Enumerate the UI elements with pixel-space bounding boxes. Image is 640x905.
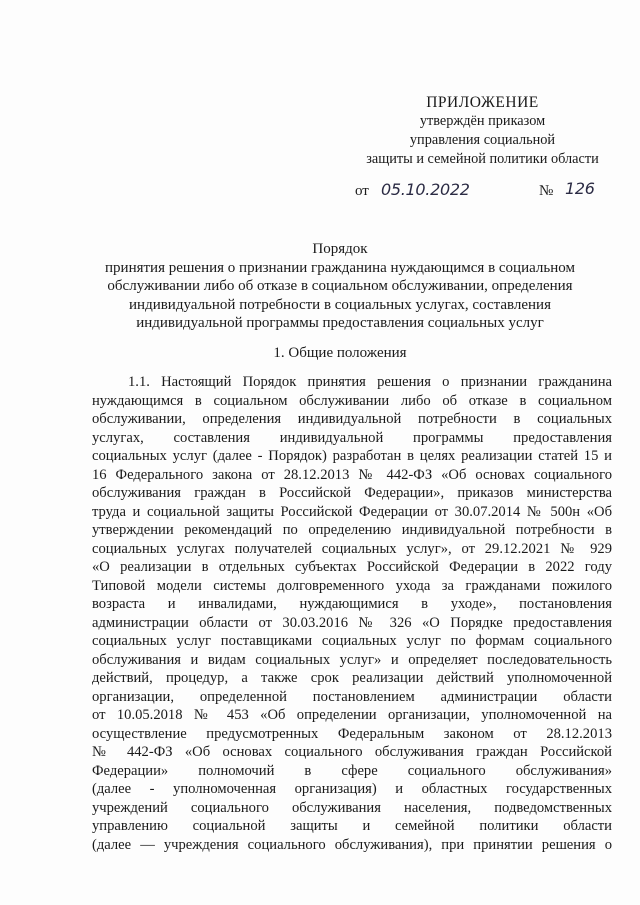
body-line: обслуживания и видам социальных услуг» и определяет последовательность: [92, 651, 612, 668]
body-line: нуждающимся в социальном обслуживании либо об отказе в социальном: [92, 392, 612, 409]
body-line: утверждении рекомендаций по определению индивидуальной потребности в: [92, 522, 612, 538]
appendix-line-3: защиты и семейной политики области: [366, 151, 599, 167]
document-subtitle-line: принятия решения о признании гражданина нуждающимся в социальном: [105, 259, 575, 276]
order-date: 05.10.2022: [381, 180, 470, 199]
appendix-title: ПРИЛОЖЕНИЕ: [426, 94, 539, 111]
body-line: управлению социальной защиты и семейной политики области: [92, 818, 612, 834]
body-line: организации, определенной постановлением администрации области: [92, 688, 612, 705]
body-line: (далее — учреждения социального обслуживания), при принятии решения о: [92, 836, 612, 853]
document-title-block: [80, 240, 600, 333]
document-subtitle-line: индивидуальной потребности в социальных услугах, составления: [129, 296, 551, 313]
document-body: [92, 373, 612, 854]
body-line: от 10.05.2018 № 453 «Об определении организации, уполномоченной на: [92, 707, 612, 723]
order-number-sign: №: [539, 183, 554, 199]
body-line: 16 Федерального закона от 28.12.2013 № 442-ФЗ «Об основах социального: [92, 466, 612, 483]
body-line: обслуживании, определения индивидуальной потребности в социальных: [92, 411, 612, 427]
body-line: Типовой модели системы долговременного ухода за гражданами пожилого: [92, 577, 612, 594]
order-reference: [355, 178, 615, 204]
appendix-block: [360, 93, 605, 169]
order-number: 126: [565, 179, 595, 198]
order-from-label: от: [355, 183, 369, 199]
document-subtitle-line: индивидуальной программы предоставления социальных услуг: [136, 315, 544, 331]
section-heading: 1. Общие положения: [273, 345, 407, 361]
body-line: учреждений социального обслуживания населения, подведомственных: [92, 799, 612, 816]
body-line: социальных услуг (далее - Порядок) разработан в целях реализации статей 15 и: [92, 448, 612, 464]
body-line: Федерации» полномочий в сфере социального обслуживания»: [92, 762, 612, 779]
body-line: (далее - уполномоченная организация) и областных государственных: [92, 781, 612, 797]
body-line: услугах, составления индивидуальной программы предоставления: [92, 429, 612, 446]
body-line: социальных услуг поставщиками социальных услуг по формам социального: [92, 633, 612, 649]
body-line: обслуживания граждан в Российской Федерации», приказов министерства: [92, 485, 612, 501]
body-line: социальных услугах получателей социальных услуг», от 29.12.2021 № 929: [92, 540, 612, 557]
body-line: возраста и инвалидами, нуждающимися в уходе», постановления: [92, 596, 612, 612]
appendix-line-2: управления социальной: [409, 132, 556, 148]
body-line: 1.1. Настоящий Порядок принятия решения о признании гражданина: [128, 374, 612, 390]
body-line: труда и социальной защиты Российской Федерации от 30.07.2014 № 500н «Об: [92, 503, 612, 520]
document-title: Порядок: [312, 241, 368, 257]
body-line: «О реализации в отдельных субъектах Российской Федерации в 2022 году: [92, 559, 612, 575]
document-subtitle-line: обслуживании либо об отказе в социальном обслуживании, определения: [107, 278, 573, 294]
body-line: № 442-ФЗ «Об основах социального обслуживания граждан Российской: [92, 744, 612, 760]
body-line: администрации области от 30.03.2016 № 326 «О Порядке предоставления: [92, 614, 612, 631]
body-line: осуществление предусмотренных Федеральным законом от 28.12.2013: [92, 725, 612, 742]
body-line: действий, процедур, а также срок реализации действий уполномоченной: [92, 670, 612, 686]
appendix-line-1: утверждён приказом: [419, 113, 546, 129]
